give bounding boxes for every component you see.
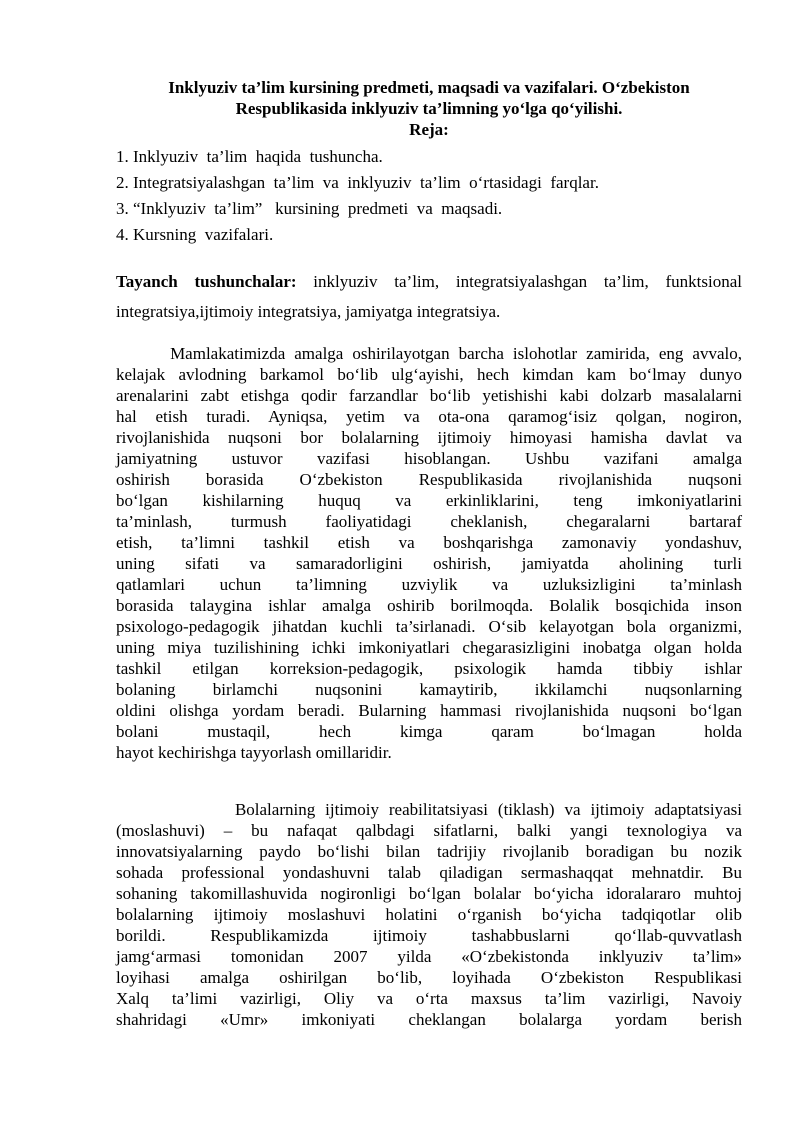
paragraph-1-line: bolani mustaqil, hech kimga qaram bo‘lmagan holda (116, 722, 742, 741)
paragraph-1-line: kelajak avlodning barkamol bo‘lib ulg‘ayishi, hech kimdan kam bo‘lmay dunyo (116, 365, 742, 384)
paragraph-1-line: borasida talaygina ishlar amalga oshirib borilmoqda. Bolalik bosqichida inson (116, 596, 742, 615)
paragraph-1-line: ta’minlash, turmush faoliyatidagi cheklanish, chegaralarni bartaraf (116, 512, 742, 531)
paragraph-2-line: borildi. Respublikamizda ijtimoiy tashabbuslarni qo‘llab-quvvatlash (116, 926, 742, 945)
paragraph-1-line: uning sifati va samaradorligini oshirish, jamiyatda aholining turli (116, 554, 742, 573)
paragraph-2-line: shahridagi «Umr» imkoniyati cheklangan bolalarga yordam berish (116, 1010, 742, 1029)
paragraph-2-line: bolalarning ijtimoiy moslashuvi holatini o‘rganish bo‘yicha tadqiqotlar olib (116, 905, 742, 924)
paragraph-1-line: arenalarini zabt etishga qodir farzandlar bo‘lib yetishishi kabi dolzarb masalalarni (116, 386, 742, 405)
key-concepts-label: Tayanch tushunchalar: (116, 272, 297, 291)
paragraph-2 (116, 799, 742, 1030)
paragraph-1-line: Mamlakatimizda amalga oshirilayotgan barcha islohotlar zamirida, eng avvalo, (116, 344, 742, 363)
plan-list (116, 144, 599, 248)
paragraph-2-line: Bolalarning ijtimoiy reabilitatsiyasi (tiklash) va ijtimoiy adaptatsiyasi (116, 800, 743, 819)
paragraph-2-line: sohaning takomillashuvida nogironligi bo‘lgan bolalar bo‘yicha idoralararo muhtoj (116, 884, 742, 903)
paragraph-2-line: (moslashuvi) – bu nafaqat qalbdagi sifatlarni, balki yangi texnologiya va (116, 821, 742, 840)
plan-item-1: 1. Inklyuziv ta’lim haqida tushuncha. (116, 147, 383, 166)
paragraph-1-line: hayot kechirishga tayyorlash omillaridir. (116, 743, 392, 762)
paragraph-2-line: innovatsiyalarning paydo bo‘lishi bilan tadrijiy rivojlanib boradigan bu nozik (116, 842, 742, 861)
key-concepts (116, 267, 742, 327)
paragraph-2-line: jamg‘armasi tomonidan 2007 yilda «O‘zbekistonda inklyuziv ta’lim» (116, 947, 742, 966)
paragraph-1-line: qatlamlari uchun ta’limning uzviylik va uzluksizligini ta’minlash (116, 575, 742, 594)
paragraph-1 (116, 343, 742, 763)
paragraph-1-line: rivojlanishida nuqsoni bor bolalarning ijtimoiy himoyasi hamisha davlat va (116, 428, 742, 447)
title-line-2: Respublikasida inklyuziv ta’limning yo‘lga qo‘yilishi. (235, 99, 623, 118)
paragraph-1-line: hal etish turadi. Ayniqsa, yetim va ota-ona qaramog‘isiz qolgan, nogiron, (116, 407, 742, 426)
paragraph-1-line: uning miya tuzilishining ichki imkoniyatlari chegarasizligini inobatga olgan holda (116, 638, 742, 657)
paragraph-2-line: Xalq ta’limi vazirligi, Oliy va o‘rta maxsus ta’lim vazirligi, Navoiy (116, 989, 742, 1008)
document-title (118, 77, 740, 140)
key-concepts-text: inklyuziv ta’lim, integratsiyalashgan ta’lim, funktsional integratsiya,ijtimoiy integratsiya, jamiyatga integratsiya. (116, 272, 742, 321)
paragraph-1-line: tashkil etilgan korreksion-pedagogik, psixologik hamda tibbiy ishlar (116, 659, 742, 678)
paragraph-1-line: bolaning birlamchi nuqsonini kamaytirib, ikkilamchi nuqsonlarning (116, 680, 742, 699)
paragraph-2-line: loyihasi amalga oshirilgan bo‘lib, loyihada O‘zbekiston Respublikasi (116, 968, 742, 987)
paragraph-2-line: sohada professional yondashuvni talab qiladigan sermashaqqat mehnatdir. Bu (116, 863, 742, 882)
paragraph-1-line: bo‘lgan kishilarning huquq va erkinliklarini, teng imkoniyatlarini (116, 491, 742, 510)
paragraph-1-line: jamiyatning ustuvor vazifasi hisoblangan. Ushbu vazifani amalga (116, 449, 742, 468)
plan-item-4: 4. Kursning vazifalari. (116, 225, 274, 244)
title-line-1: Inklyuziv ta’lim kursining predmeti, maqsadi va vazifalari. O‘zbekiston (168, 78, 690, 97)
paragraph-1-line: oldini olishga yordam beradi. Bularning hammasi rivojlanishida nuqsoni bo‘lgan (116, 701, 742, 720)
paragraph-1-line: etish, ta’limni tashkil etish va boshqarishga zamonaviy yondashuv, (116, 533, 742, 552)
plan-heading: Reja: (409, 120, 449, 139)
paragraph-1-line: psixologo-pedagogik jihatdan kuchli ta’sirlanadi. O‘sib kelayotgan bola organizmi, (116, 617, 742, 636)
paragraph-1-line: oshirish borasida O‘zbekiston Respublikasida rivojlanishida nuqsoni (116, 470, 742, 489)
plan-item-2: 2. Integratsiyalashgan ta’lim va inklyuziv ta’lim o‘rtasidagi farqlar. (116, 173, 599, 192)
plan-item-3: 3. “Inklyuziv ta’lim” kursining predmeti va maqsadi. (116, 199, 503, 218)
